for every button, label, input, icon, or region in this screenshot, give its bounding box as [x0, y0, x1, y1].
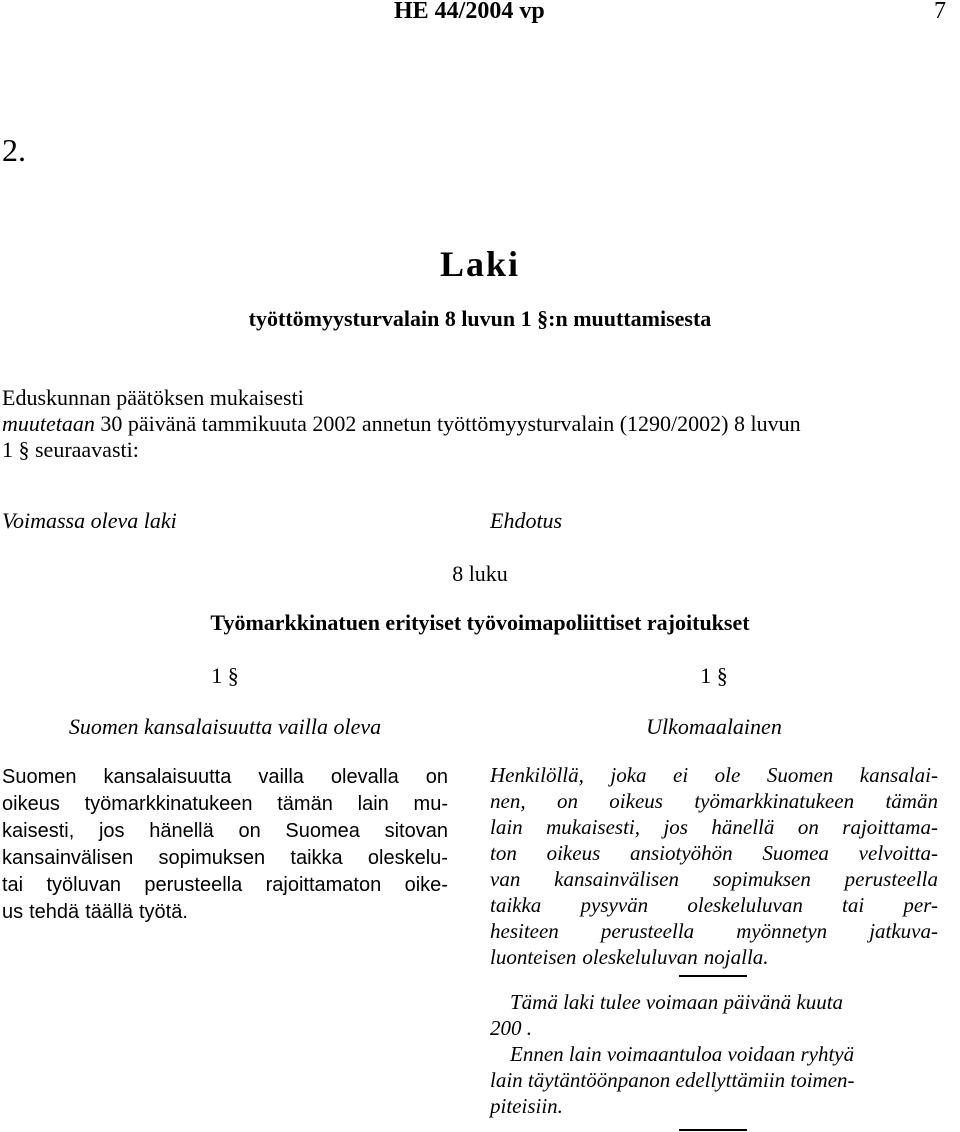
- left-section-title: Suomen kansalaisuutta vailla oleva: [68, 714, 382, 739]
- current-law-text: [2, 764, 448, 926]
- text-line: ton oikeus ansiotyöhön Suomea velvoitta-: [490, 841, 938, 865]
- intro-line: [2, 411, 801, 437]
- document-id: HE 44/2004 vp: [394, 0, 545, 24]
- bill-number: 2.: [2, 132, 26, 168]
- text-line: oikeus työmarkkinatukeen tämän lain mu-: [2, 793, 448, 815]
- intro-line: Eduskunnan päätöksen mukaisesti: [2, 385, 304, 410]
- text-line: kaisesti, jos hänellä on Suomea sitovan: [2, 820, 448, 842]
- intro-line: 1 § seuraavasti:: [2, 437, 139, 462]
- end-divider: [679, 1129, 747, 1131]
- text-line: us tehdä täällä työtä.: [2, 901, 188, 923]
- right-section-number: 1 §: [700, 663, 728, 688]
- left-section-number: 1 §: [211, 663, 239, 688]
- text-line: taikka pysyvän oleskeluluvan tai per-: [490, 893, 938, 917]
- text-line: tai työluvan perusteella rajoittamaton oike-: [2, 874, 448, 896]
- intro-verb: muutetaan: [2, 411, 95, 436]
- text-line: Suomen kansalaisuutta vailla olevalla on: [2, 766, 448, 788]
- text-line: hesiteen perusteella myönnetyn jatkuva-: [490, 919, 938, 943]
- chapter-number: 8 luku: [452, 561, 508, 586]
- text-line: lain mukaisesti, jos hänellä on rajoittama-: [490, 815, 938, 839]
- text-line: luonteisen oleskeluluvan nojalla.: [490, 945, 769, 969]
- entry-line: lain täytäntöönpanon edellyttämiin toimen-: [490, 1068, 855, 1092]
- intro-text: 30 päivänä tammikuuta 2002 annetun työttömyysturvalain (1290/2002) 8 luvun: [94, 411, 801, 436]
- proposal-heading: Ehdotus: [490, 508, 563, 533]
- section-divider: [679, 975, 747, 977]
- act-subtitle: työttömyysturvalain 8 luvun 1 §:n muuttamisesta: [248, 306, 712, 331]
- text-line: kansainvälisen sopimuksen taikka oleskelu-: [2, 847, 448, 869]
- entry-line: Tämä laki tulee voimaan päivänä kuuta: [510, 990, 844, 1014]
- page-number: 7: [934, 0, 946, 24]
- current-law-heading: Voimassa oleva laki: [2, 508, 177, 533]
- entry-into-force: [490, 989, 938, 1119]
- entry-line: piteisiin.: [490, 1094, 563, 1118]
- text-line: van kansainvälisen sopimuksen perusteella: [490, 867, 938, 891]
- text-line: nen, on oikeus työmarkkinatukeen tämän: [490, 789, 938, 813]
- entry-line: 200 .: [490, 1016, 532, 1040]
- chapter-title: Työmarkkinatuen erityiset työvoimapoliittiset rajoitukset: [210, 610, 750, 635]
- text-line: Henkilöllä, joka ei ole Suomen kansalai-: [490, 763, 938, 787]
- right-section-title: Ulkomaalainen: [646, 714, 782, 739]
- act-title: Laki: [439, 244, 521, 284]
- entry-line: Ennen lain voimaantuloa voidaan ryhtyä: [510, 1042, 855, 1066]
- intro-paragraph: [2, 385, 801, 463]
- proposal-text: [490, 762, 938, 970]
